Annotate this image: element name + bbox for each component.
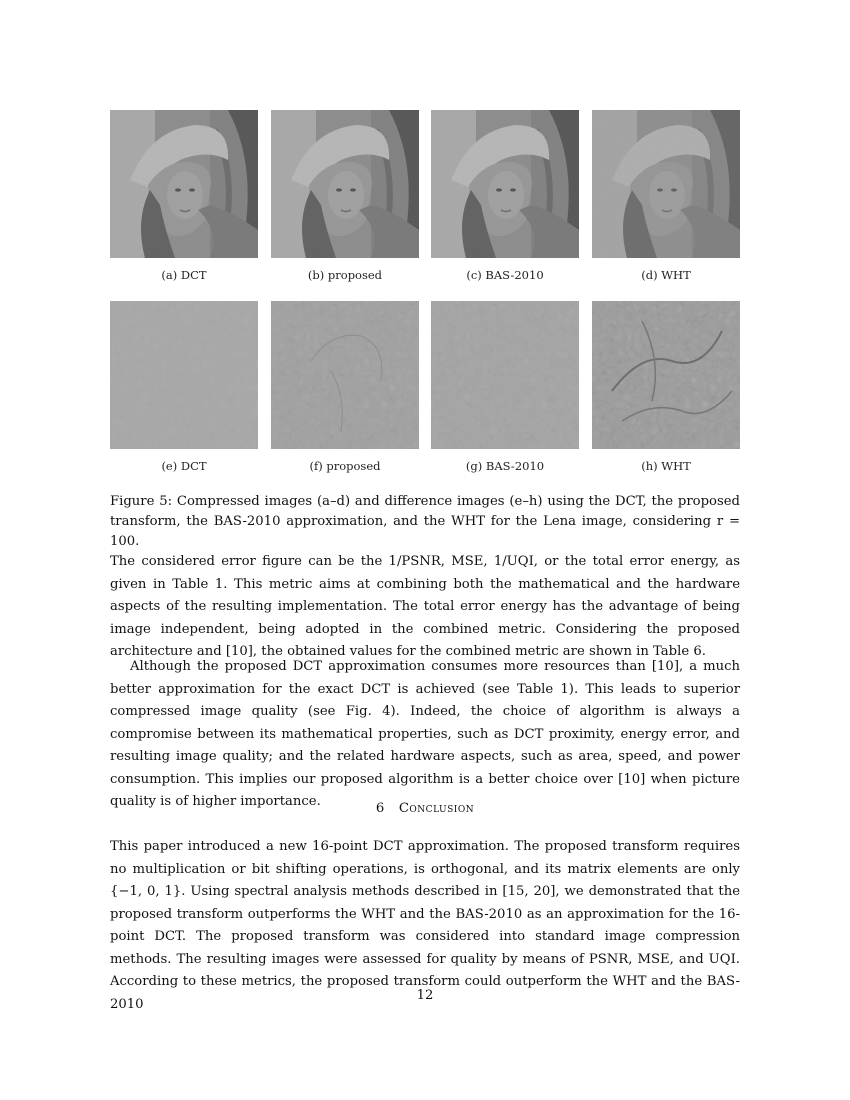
body-paragraph-2: Although the proposed DCT approximation consumes more resources than [10], a much better approximation for the exact DCT is achieved (see Table 1). This leads to superior compressed image quality (see Fig. 4). Indeed, the choice of algorithm is always a compromise between its mathematical properties, such as DCT proximity, energy error, and resulting image quality; and the related hardware aspects, such as area, speed, and power consumption. This implies our proposed algorithm is a better choice over [10] when picture quality is of higher importance.	[110, 659, 740, 809]
subfigure-label-e: (e) DCT	[161, 459, 207, 473]
subfigure-label-d: (d) WHT	[641, 268, 691, 282]
subfigure-label-g: (g) BAS-2010	[465, 459, 545, 473]
subfigure-label-a: (a) DCT	[161, 268, 207, 282]
figure-image-f	[271, 301, 419, 449]
subfigure-label-c: (c) BAS-2010	[466, 268, 544, 282]
body-paragraph-1: The considered error figure can be the 1/PSNR, MSE, 1/UQI, or the total error energy, as given in Table 1. This metric aims at combining both the mathematical and the hardware aspects of the resulting implementation. The total error energy has the advantage of being image independent, being adopted in the combined metric. Considering the proposed architecture and [10], the obtained values for the combined metric are shown in Table 6.	[110, 554, 740, 659]
figure-image-a	[110, 110, 258, 258]
figure-image-b	[271, 110, 419, 258]
figure-top-row	[0, 110, 850, 260]
conclusion-paragraph: This paper introduced a new 16-point DCT approximation. The proposed transform requires no multiplication or bit shifting operations, is orthogonal, and its matrix elements are only {−1, 0, 1}. Using spectral analysis methods described in [15, 20], we demonstrated that the proposed transform outperforms the WHT and the BAS-2010 as an approximation for the 16-point DCT. The proposed transform was considered into standard image compression methods. The resulting images were assessed for quality by means of PSNR, MSE, and UQI. According to these metrics, the proposed transform could outperform the WHT and the BAS-2010	[110, 839, 740, 1012]
section-heading	[110, 801, 740, 816]
figure-image-g	[431, 301, 579, 449]
section-title: Conclusion	[398, 801, 475, 816]
subfigure-label-h: (h) WHT	[641, 459, 691, 473]
figure-caption: Figure 5: Compressed images (a–d) and difference images (e–h) using the DCT, the proposed transform, the BAS-2010 approximation, and the WHT for the Lena image, considering r = 100.	[110, 494, 740, 549]
figure-image-c	[431, 110, 579, 258]
figure-image-d	[592, 110, 740, 258]
page-number: 12	[416, 988, 434, 1003]
subfigure-label-f: (f) proposed	[309, 459, 381, 473]
subfigure-label-b: (b) proposed	[307, 268, 383, 282]
figure-image-e	[110, 301, 258, 449]
figure-image-h	[592, 301, 740, 449]
section-number: 6	[375, 801, 385, 816]
figure-bottom-row	[0, 301, 850, 451]
